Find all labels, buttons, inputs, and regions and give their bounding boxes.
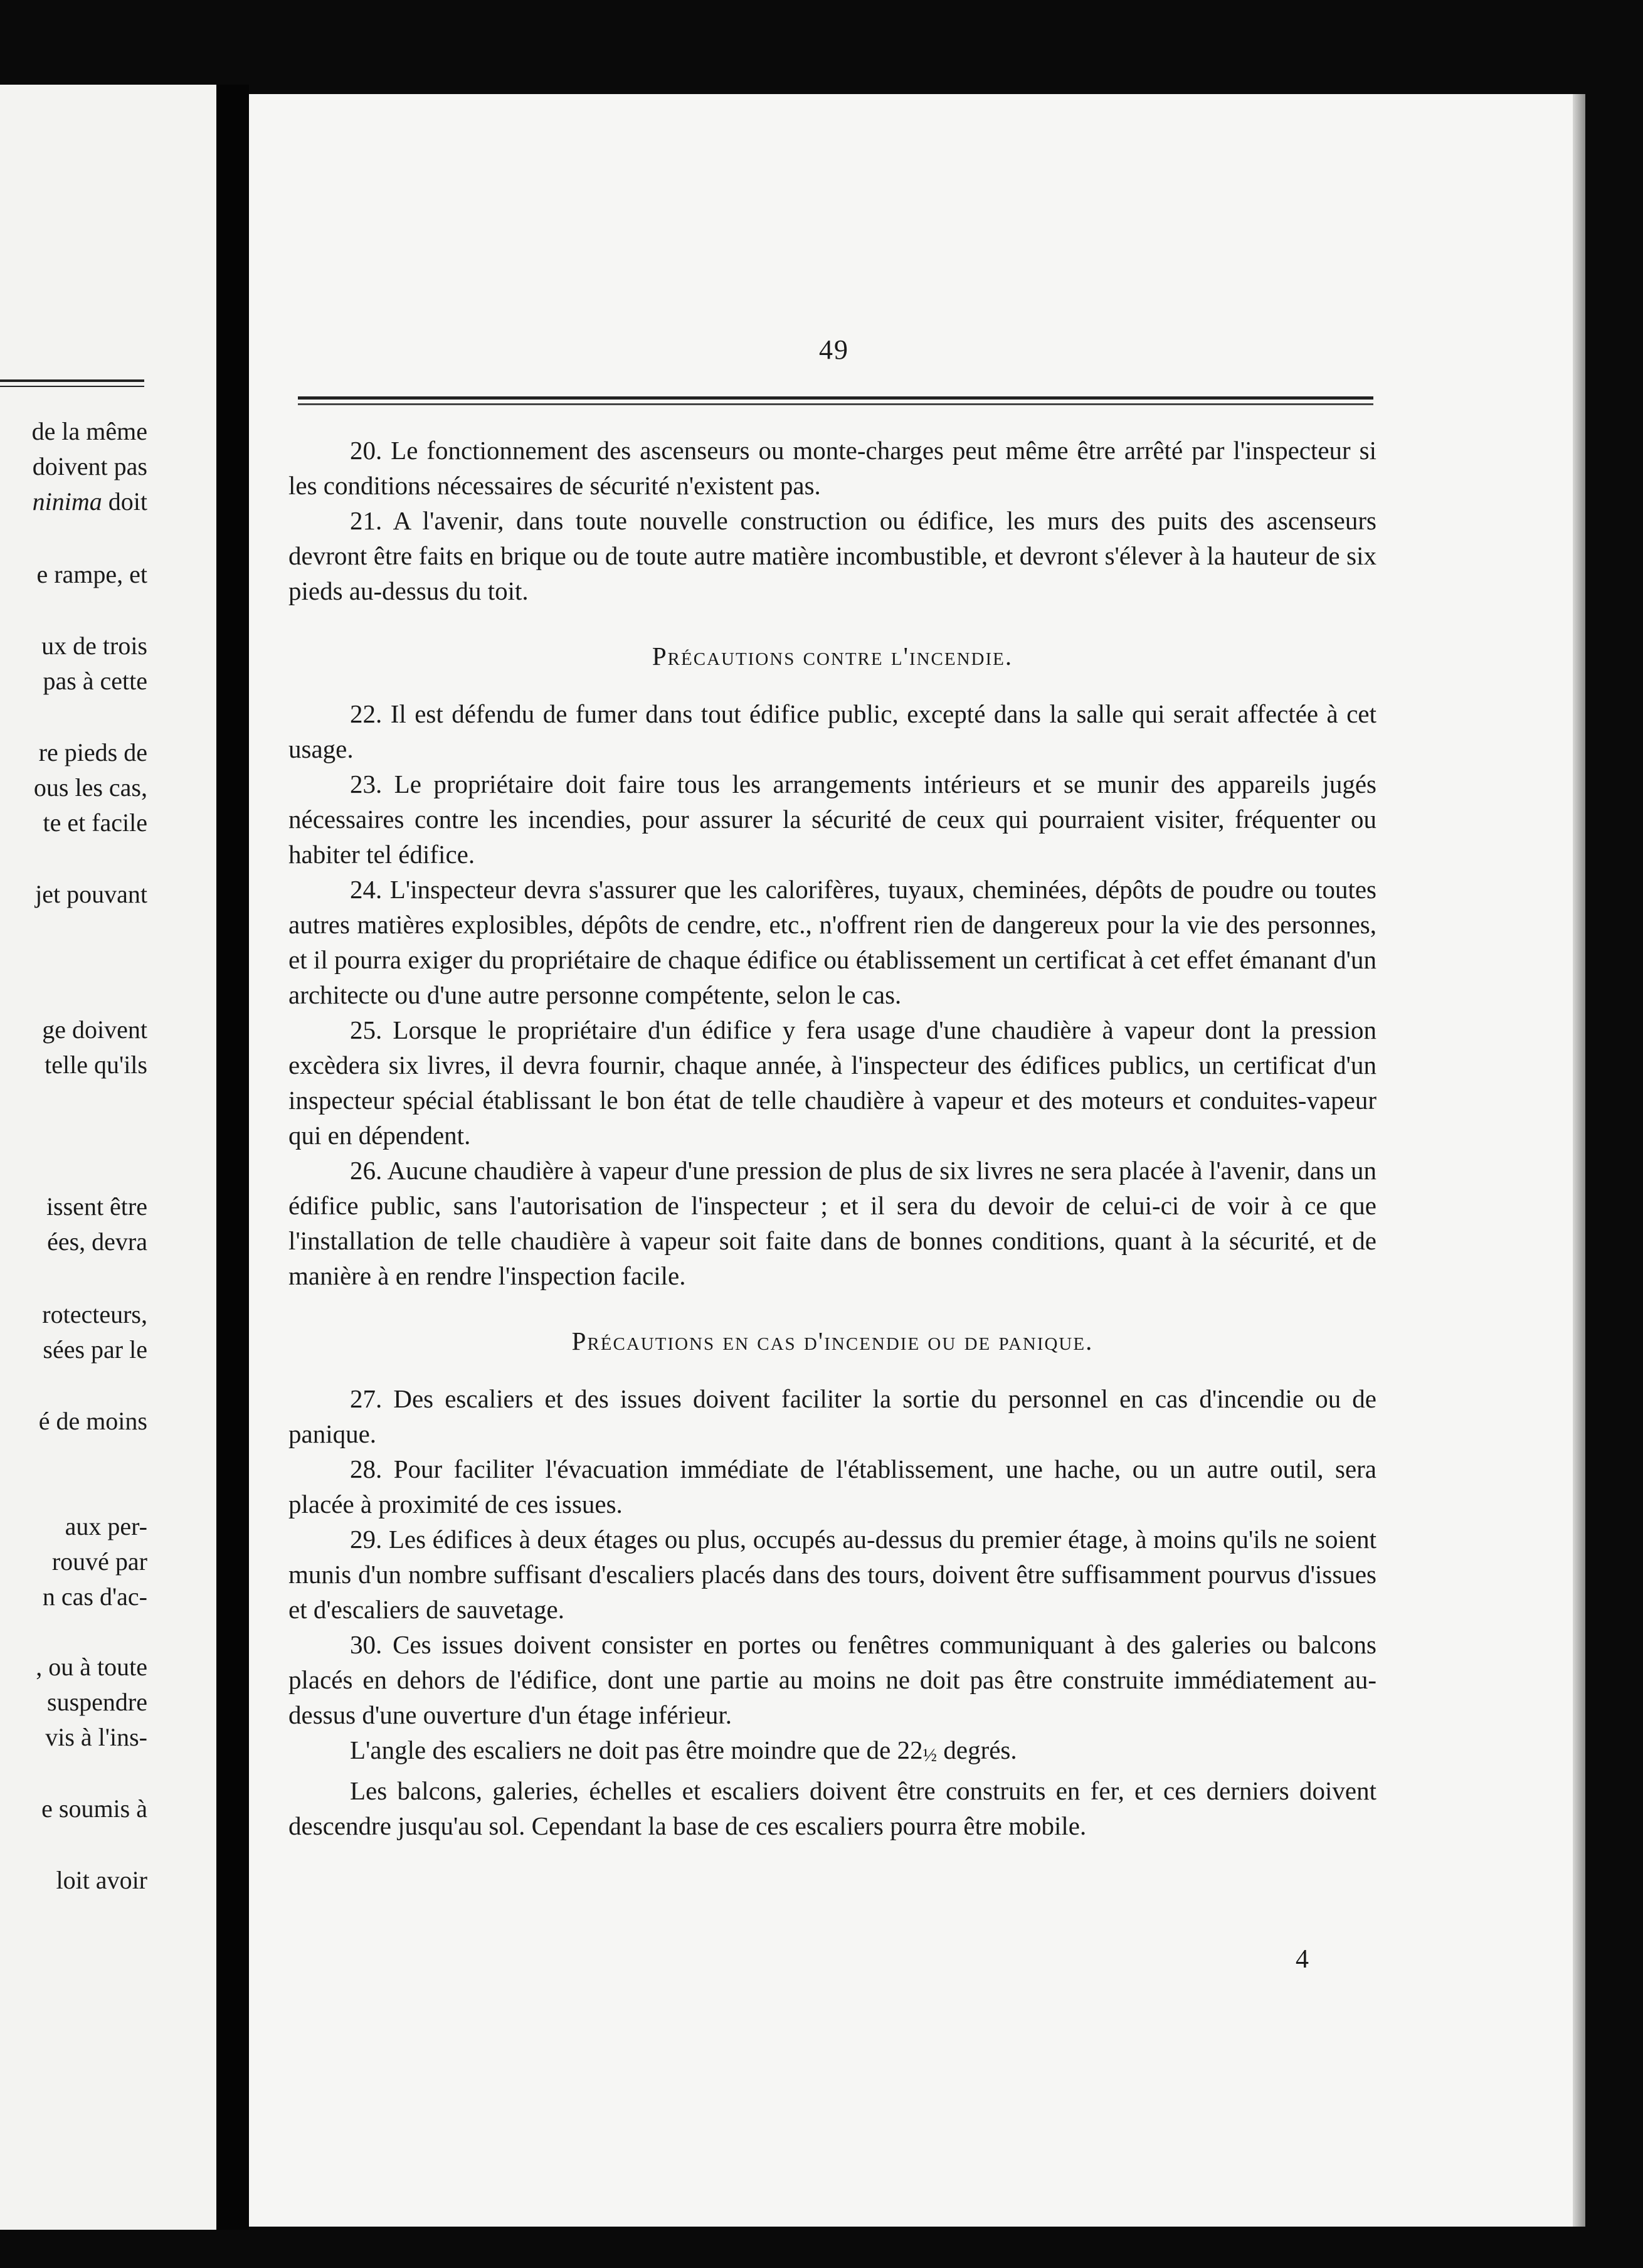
heading-fire-precautions: Précautions contre l'incendie. (652, 642, 1013, 670)
stair-angle-fraction: ½ (922, 1745, 938, 1766)
article-paragraph: 25. Lorsque le propriétaire d'un édifice y fera usage d'une chaudière à vapeur dont la pression excèdera six livres, il devra fournir, chaque année, à l'inspecteur des édifices publics, un certificat d'un inspecteur spécial établissant le bon état de telle chaudière à vapeur et des moteurs et conduites-vapeur qui en dépendent. (288, 1015, 1376, 1150)
left-page-line: doivent pas (32, 452, 147, 480)
section-fire-panic-precautions (288, 1381, 1376, 1732)
left-page-fragment (0, 85, 216, 2230)
left-page-line: , ou à toute (36, 1653, 147, 1681)
left-page-line: ux de trois (41, 632, 147, 660)
article-paragraph: 29. Les édifices à deux étages ou plus, occupés au-dessus du premier étage, à moins qu'ils ne soient munis d'un nombre suffisant d'escaliers placés dans des tours, doivent être suffisamment pourvus d'issues et d'escaliers de sauvetage. (288, 1525, 1376, 1624)
article-paragraph: 24. L'inspecteur devra s'assurer que les calorifères, tuyaux, cheminées, dépôts de poudre ou toutes autres matières explosibles, dépôts de cendre, etc., n'offrent rien de dangereux pour la vie des personnes, et il pourra exiger du propriétaire de chaque édifice ou établissement un certificat à cet effet émanant d'un architecte ou d'une autre personne compétente, selon le cas. (288, 875, 1376, 1009)
book-spine-gutter (216, 85, 249, 2230)
article-paragraph: 20. Le fonctionnement des ascenseurs ou monte-charges peut même être arrêté par l'inspecteur si les conditions nécessaires de sécurité n'existent pas. (288, 436, 1376, 500)
left-page-line: telle qu'ils (45, 1051, 147, 1079)
article-paragraph: 26. Aucune chaudière à vapeur d'une pression de plus de six livres ne sera placée à l'avenir, dans un édifice public, sans l'autorisation de l'inspecteur ; et il sera du devoir de celui-ci de voir à ce que l'installation de telle chaudière à vapeur soit faite dans de bonnes conditions, quant à la sécurité, et de manière à en rendre l'inspection facile. (288, 1156, 1376, 1290)
left-page-line: te et facile (43, 808, 147, 837)
section-fire-precautions (288, 696, 1376, 1293)
article-paragraph: 23. Le propriétaire doit faire tous les arrangements intérieurs et se munir des appareils jugés nécessaires contre les incendies, pour assurer la sécurité de ceux qui pourraient visiter, fréquenter ou habiter tel édifice. (288, 770, 1376, 869)
heading-fire-panic-precautions: Précautions en cas d'incendie ou de panique. (571, 1327, 1094, 1355)
left-page-line: rouvé par (51, 1547, 147, 1576)
article-paragraph: 30. Ces issues doivent consister en portes ou fenêtres communiquant à des galeries ou balcons placés en dehors de l'édifice, dont une partie au moins ne doit pas être construite immédiatement au-dessus d'une ouverture d'un étage inférieur. (288, 1630, 1376, 1729)
header-rule (298, 396, 1373, 405)
stair-angle-text: L'angle des escaliers ne doit pas être moindre que de 22 (350, 1735, 923, 1764)
left-page-line: suspendre (47, 1688, 147, 1716)
page-edge-shadow (1573, 94, 1585, 2227)
left-page-line: pas à cette (43, 667, 147, 695)
article-paragraph: 27. Des escaliers et des issues doivent faciliter la sortie du personnel en cas d'incendie ou de panique. (288, 1384, 1376, 1448)
left-page-rule (0, 379, 144, 391)
left-page-line: de la même (31, 417, 147, 445)
left-page-line: é de moins (38, 1407, 147, 1435)
left-page-line: issent être (46, 1192, 147, 1221)
page-body (288, 433, 1376, 1843)
article-paragraph: 22. Il est défendu de fumer dans tout édifice public, excepté dans la salle qui serait affectée à cet usage. (288, 699, 1376, 763)
left-page-line: jet pouvant (35, 880, 147, 908)
article-paragraph: 28. Pour faciliter l'évacuation immédiate de l'établissement, une hache, ou un autre outil, sera placée à proximité de ces issues. (288, 1455, 1376, 1518)
section-elevators (288, 433, 1376, 608)
left-page-line: loit avoir (56, 1866, 147, 1894)
page-number: 49 (819, 334, 849, 365)
signature-mark: 4 (1296, 1945, 1309, 1974)
left-page-line: ous les cas, (33, 773, 147, 802)
paragraph-stair-angle (288, 1732, 1376, 1773)
left-page-line: ge doivent (42, 1015, 147, 1044)
left-page-line: e rampe, et (36, 560, 147, 588)
left-page-line: ées, devra (47, 1227, 147, 1256)
stair-angle-unit: degrés. (937, 1735, 1017, 1764)
paragraph-balconies: Les balcons, galeries, échelles et escaliers doivent être construits en fer, et ces derniers doivent descendre jusqu'au sol. Cependant la base de ces escaliers pourra être mobile. (288, 1776, 1376, 1840)
left-page-line: ninima doit (32, 487, 147, 516)
left-page-line: rotecteurs, (42, 1300, 147, 1328)
left-page-line: vis à l'ins- (45, 1723, 147, 1751)
left-page-line: n cas d'ac- (42, 1582, 147, 1611)
left-page-line: re pieds de (38, 738, 147, 766)
left-page-line: sées par le (43, 1335, 147, 1364)
article-paragraph: 21. A l'avenir, dans toute nouvelle construction ou édifice, les murs des puits des ascenseurs devront être faits en brique ou de toute autre matière incombustible, et devront s'élever à la hauteur de six pieds au-dessus du toit. (288, 506, 1376, 605)
left-page-line: e soumis à (41, 1794, 147, 1823)
left-page-line: aux per- (65, 1512, 147, 1540)
